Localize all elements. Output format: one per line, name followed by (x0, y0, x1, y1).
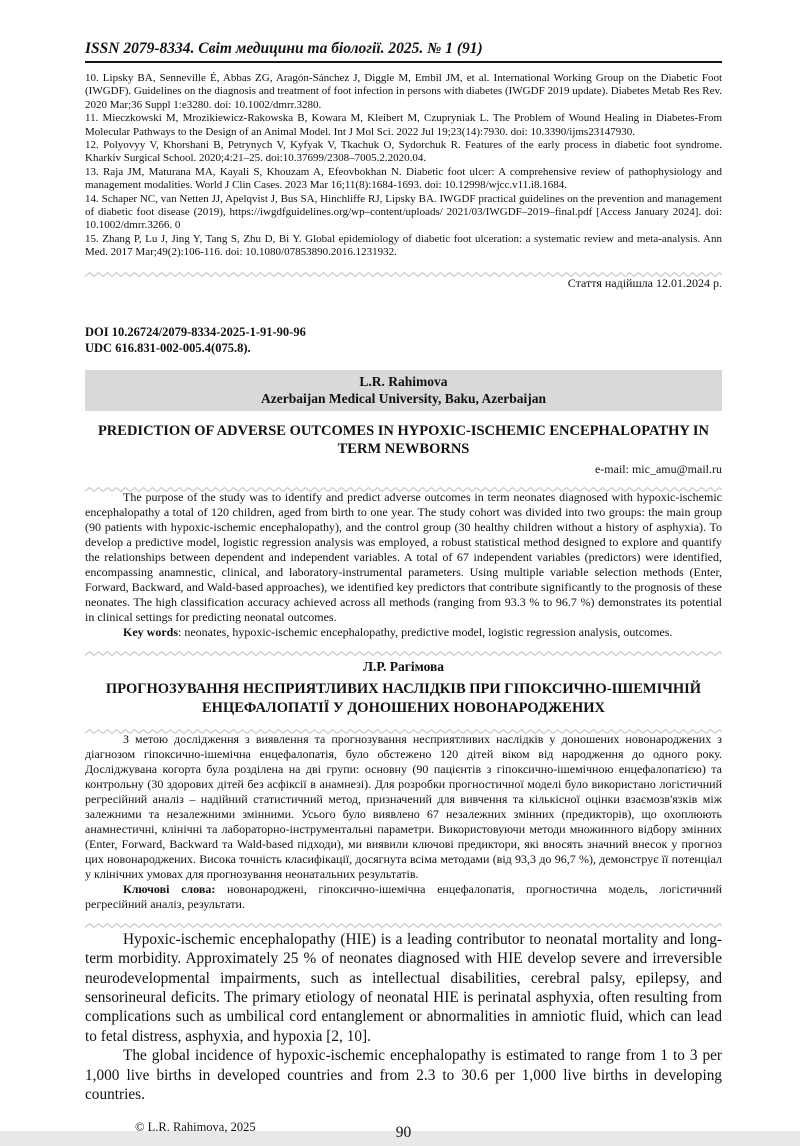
doi: DOI 10.26724/2079-8334-2025-1-91-90-96 (85, 324, 306, 339)
abstract-en (85, 490, 722, 640)
zigzag-divider (85, 722, 722, 729)
doi-udc-block (85, 324, 722, 357)
article-body (85, 930, 722, 1105)
reference-item: 12. Polyovyy V, Khorshani B, Petrynych V, Kyfyak V, Tkachuk O, Sydorchuk R. Features of the early process in diabetic foot syndrome. Kharkiv Surgical School. 2020;4:21–25. doi:10.37699/2308–7005.2.2020.04. (85, 139, 722, 165)
article-title-uk: ПРОГНОЗУВАННЯ НЕСПРИЯТЛИВИХ НАСЛІДКІВ ПРИ ГІПОКСИЧНО-ІШЕМІЧНІЙ ЕНЦЕФАЛОПАТІЇ У ДОНОШЕНИХ НОВОНАРОДЖЕНИХ (105, 680, 702, 716)
page-number: 90 (395, 1124, 412, 1142)
zigzag-divider (85, 644, 722, 651)
keywords-uk-list: новонароджені, гіпоксично-ішемічна енцефалопатія, прогностична модель, логістичний регресійний аналіз, результати. (85, 881, 723, 911)
author-name-en: L.R. Rahimova (359, 373, 448, 389)
article-title-en: PREDICTION OF ADVERSE OUTCOMES IN HYPOXIC-ISCHEMIC ENCEPHALOPATHY IN TERM NEWBORNS (97, 422, 710, 458)
reference-item: 14. Schaper NC, van Netten JJ, Apelqvist J, Bus SA, Hinchliffe RJ, Lipsky BA. IWGDF practical guidelines on the prevention and management of diabetic foot disease (2019), https://iwgdfguidelines.org/wp–content/uploads/ 2021/03/IWGDF–2019–final.pdf [Access January 2024]. doi: 10.1002/dmrr.3266. 0 (85, 192, 722, 232)
keywords-en-label: Key words (123, 624, 178, 639)
page-footer (85, 1120, 722, 1146)
email-line: e-mail: mic_amu@mail.ru (594, 461, 722, 476)
reference-item: 10. Lipsky BA, Senneville É, Abbas ZG, Aragón-Sánchez J, Diggle M, Embil JM, et al. International Working Group on the Diabetic Foot (IWGDF). Guidelines on the diagnosis and treatment of foot infection in persons with diabetes (IWGDF 2019 update). Diabetes Metab Res Rev. 2020 Mar;36 Suppl 1:e3280. doi: 10.1002/dmrr.3280. (85, 72, 722, 111)
zigzag-divider (85, 916, 722, 923)
received-date: Стаття надійшла 12.01.2024 р. (567, 275, 722, 290)
keywords-en (85, 625, 722, 640)
zigzag-divider (85, 480, 722, 487)
keywords-uk-label: Ключові слова: (123, 881, 216, 896)
abstract-uk (85, 732, 722, 912)
body-paragraph: The global incidence of hypoxic-ischemic encephalopathy is estimated to range from 1 to 3 per 1,000 live births in developed countries and from 2.3 to 30.6 per 1,000 live births in developing countries. (85, 1047, 722, 1103)
author-affiliation-block (85, 370, 722, 411)
reference-item: 13. Raja JM, Maturana MA, Kayali S, Khouzam A, Efeovbokhan N. Diabetic foot ulcer: A comprehensive review of pathophysiology and management modalities. World J Clin Cases. 2023 Mar 16;11(8):1684-1693. doi: 10.12998/wjcc.v11.i8.1684. (85, 165, 722, 192)
author-name-uk: Л.Р. Рагімова (362, 658, 445, 674)
udc: UDC 616.831-002-005.4(075.8). (85, 341, 251, 356)
references-list (85, 72, 722, 260)
keywords-uk (85, 882, 722, 912)
affiliation-en: Azerbaijan Medical University, Baku, Azerbaijan (261, 391, 546, 407)
abstract-en-text: The purpose of the study was to identify and predict adverse outcomes in term neonates diagnosed with hypoxic-ischemic encephalopathy a total of 120 children, aged from birth to one year. The study cohort was divided into two groups: the main group (90 patients with hypoxic-ischemic encephalopathy), and the control group (30 healthy children without a history of asphyxia). To develop a predictive model, logistic regression analysis was employed, a robust statistical method designed to explore and quantify the relationships between dependent and independent variables. A total of 67 independent variables (predictors) were identified, encompassing anamnestic, clinical, and laboratory-instrumental parameters. Using multiple variable selection methods (Enter, Forward, Backward, and Wald-based approaches), we identified key predictors that contribute significantly to the prognosis of these neonates. The high classification accuracy achieved across all methods (ranging from 93.3 % to 96.7 %) demonstrates its potential in clinical settings for predicting neonatal outcomes. (85, 489, 722, 624)
zigzag-divider (85, 265, 722, 272)
reference-item: 11. Mieczkowski M, Mrozikiewicz-Rakowska B, Kowara M, Kleibert M, Czupryniak L. The Problem of Wound Healing in Diabetes-From Molecular Pathways to the Design of an Animal Model. Int J Mol Sci. 2022 Jul 19;23(14):7930. doi: 10.3390/ijms23147930. (85, 112, 722, 138)
abstract-uk-text: З метою дослідження з виявлення та прогнозування несприятливих наслідків у доношених новонароджених з діагнозом гіпоксично-ішемічна енцефалопатія, було обстежено 120 дітей віком від народження до одного року. Досліджувана когорта була розділена на дві групи: основну (90 пацієнтів з гіпоксично-ішемічною енцефалопатією) та контрольну (30 здорових дітей без асфіксії в анамнезі). Для розробки прогностичної моделі було використано логістичний регресійний аналіз – надійний статистичний метод, призначений для вивчення та кількісної оцінки взаємозв'язків між залежними та незалежними змінними. Усього було виявлено 67 незалежних змінних (предикторів), що охоплюють анамнестичні, клінічні та лабораторно-інструментальні параметри. Використовуючи методи множинного відбору змінних (Enter, Forward, Backward та Wald-based підходи), ми виявили ключові предиктори, які вносять значний внесок у прогноз цих новонароджених. Висока точність класифікації, досягнута всіма методами (від 93,3 до 96,7 %), демонструє її потенціал у клінічних умовах для прогнозування неонатальних результатів. (85, 731, 722, 881)
journal-issn-header: ISSN 2079-8334. Світ медицини та біології. 2025. № 1 (91) (85, 40, 722, 63)
reference-item: 15. Zhang P, Lu J, Jing Y, Tang S, Zhu D, Bi Y. Global epidemiology of diabetic foot ulceration: a systematic review and meta-analysis. Ann Med. 2017 Mar;49(2):106-116. doi: 10.1080/07853890.2016.1231932. (85, 232, 722, 259)
copyright-notice: © L.R. Rahimova, 2025 (135, 1120, 256, 1135)
keywords-en-list: : neonates, hypoxic-ischemic encephalopathy, predictive model, logistic regression analysis, outcomes. (178, 624, 673, 639)
body-paragraph: Hypoxic-ischemic encephalopathy (HIE) is a leading contributor to neonatal mortality and long-term morbidity. Approximately 25 % of neonates diagnosed with HIE develop severe and irreversible neurodevelopmental impairments, such as intellectual disabilities, cerebral palsy, epilepsy, and sensorineural deficits. The primary etiology of neonatal HIE is perinatal asphyxia, often resulting from complications such as umbilical cord entanglement or abnormalities in amniotic fluid, which can lead to fetal distress, asphyxia, and hypoxia [2, 10]. (85, 930, 722, 1045)
